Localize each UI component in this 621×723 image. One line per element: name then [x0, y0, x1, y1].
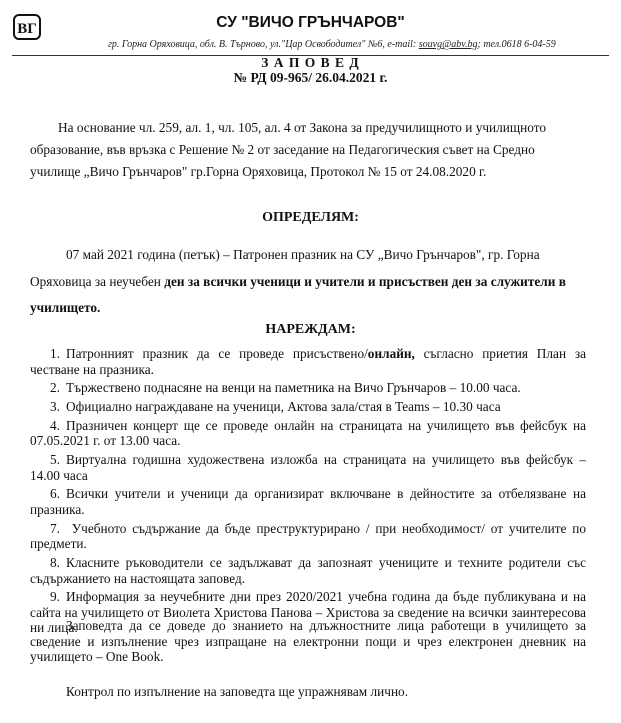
item-text-tail: съгласно приетия План за честване на празника.: [30, 346, 586, 377]
list-item: [30, 399, 586, 415]
email-link[interactable]: souvg@abv.bg: [418, 39, 478, 50]
list-item: [30, 486, 586, 517]
item-text: Тържествено поднасяне на венци на паметника на Вичо Грънчаров – 10.00 часа.: [66, 380, 521, 396]
school-address: [108, 39, 556, 50]
item-text: Виртуална годишна художествена изложба на страницата на училището във фейсбук – 14.00 часа: [30, 452, 586, 483]
list-item: [30, 418, 586, 449]
item-text: Празничен концерт ще се проведе онлайн на страницата на училището във фейсбук на 07.05.2021 г. от 13.00 часа.: [30, 417, 586, 449]
orders-list: [30, 346, 586, 639]
item-text: Патронният празник да се проведе присъствено/: [66, 346, 368, 361]
item-number: 5.: [50, 452, 60, 468]
determine-line-1: 07 май 2021 година (петък) – Патронен празник на СУ „Вичо Грънчаров", гр. Горна: [66, 247, 540, 262]
list-item: [30, 346, 586, 377]
item-number: 6.: [50, 486, 60, 502]
intro-line-3: училище „Вичо Грънчаров" гр.Горна Оряховица, Протокол № 15 от 24.08.2020 г.: [30, 164, 487, 179]
item-number: 1.: [50, 346, 60, 361]
item-text: Класните ръководители се задължават да запознаят учениците и техните родители със съдържанието на настоящата заповед.: [30, 555, 586, 586]
order-number: № РД 09-965/ 26.04.2021 г.: [233, 70, 388, 85]
list-item: [30, 555, 586, 586]
list-item: [30, 380, 586, 396]
item-text: Учебното съдържание да бъде преструктурирано / при необходимост/ от учителите по предмети.: [30, 520, 586, 552]
address-suffix: ; тел.0618 6-04-59: [477, 39, 556, 50]
determine-line-2: [30, 271, 566, 294]
order-title: З А П О В Е Д: [261, 55, 360, 70]
determine-line-2-plain: Оряховица за неучебен: [30, 274, 165, 289]
logo-text: ВГ: [17, 21, 37, 37]
item-number: 4.: [50, 417, 60, 433]
item-text: Всички учители и ученици да организират включване в дейностите за отбелязване на празника.: [30, 486, 586, 517]
item-text: Официално награждаване на ученици, Актова зала/стая в Teams – 10.30 часа: [66, 399, 501, 415]
determine-line-3-bold: училището.: [30, 300, 101, 315]
control-statement: Контрол по изпълнение на заповедта ще упражнявам лично.: [66, 684, 409, 699]
item-number: 3.: [50, 399, 60, 415]
determine-line-2-bold: ден за всички ученици и учители и присъствен ден за служители в: [164, 274, 566, 289]
item-number: 9.: [50, 589, 60, 605]
list-item: [30, 521, 586, 552]
list-item: [30, 452, 586, 483]
determine-line-3: [30, 297, 100, 320]
item-number: 2.: [50, 380, 60, 396]
item-number: 8.: [50, 555, 60, 571]
closing-paragraph: Заповедта да се доведе до знанието на длъжностните лица работещи в училището за сведение и изпълнение чрез изпращане на електронни пощи и чрез електронен дневник на училището – One Book.: [30, 618, 586, 664]
item-number: 7.: [50, 520, 60, 536]
orders-heading: НАРЕЖДАМ:: [265, 322, 356, 337]
intro-line-1: На основание чл. 259, ал. 1, чл. 105, ал. 4 от Закона за предучилищното и училищното: [58, 120, 547, 135]
school-name: СУ "ВИЧО ГРЪНЧАРОВ": [216, 14, 405, 31]
intro-line-2: образование, във връзка с Решение № 2 от заседание на Педагогическия съвет на Средно: [30, 142, 535, 157]
item-text: Информация за неучебните дни през 2020/2021 учебна година да бъде публикувана и на сайта на училището от Виолета Христова Панова – Христова за сведение на всички заинтересова ни лица.: [30, 589, 586, 636]
item-bold-text: онлайн,: [367, 346, 415, 361]
address-prefix: гр. Горна Оряховица, обл. В. Търново, ул."Цар Освободител" №6, e-mail:: [108, 39, 419, 50]
determine-heading: ОПРЕДЕЛЯМ:: [262, 210, 359, 225]
